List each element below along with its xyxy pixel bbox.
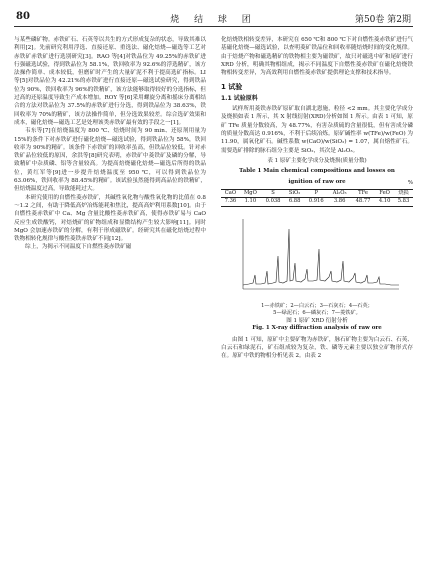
xrd-pattern-figure [221, 211, 413, 303]
left-paragraph: 本研究使用的自燃性菱赤铁矿，其碱性氧化物与酸性氧化物的比值在 0.8～1.2 之间，有助于降低高炉冶炼能耗和焦比，提高高炉利用系数[10]。由于自燃性菱赤铁矿中 Ca、Mg 含量比酸性菱赤铁矿高，使得赤铁矿易与 CaO 反应生成铁酸钙，对焙烧矿的矿物组成和显微结构产生较大影响[11]。同时 MgO 会加速赤铁矿的分解，有利于形成磁铁矿。经研究其在磁化焙烧过程中铁物相转化规律与酸性菱铁赤铁矿不同[12]。 [14, 194, 206, 243]
table-cell: 48.77 [351, 198, 375, 207]
table-header-cell: Al₂O₃ [328, 189, 351, 198]
table-header-cell: CaO [221, 189, 240, 198]
left-paragraph: 与某些磷矿物。赤铁矿石、石英等以共生的方式形成复杂的状态，导致其难以利用[2]。先前研究利用浮选、直接还原、重选法、磁化焙烧—磁选等工艺对赤铁矿赤铁矿进行选别研究[3]。RAO 等[4]对铁品位为 49.25%的赤铁矿进行强磁选试验，得到铁品位为 58.1%，铁回收率为 92.6%的浮选精矿，该方法操作简单、成本较低，但磨矿时产生的大量矿泥不利于提高选矿指标。LI 等[5]对铁品位为 42.21%的赤铁矿进行直接还原—磁选试验研究，得到铁品位为 90%，铁回收率为 96%的铁精矿，该方法能够取得较好的分选指标，但过高的还原温度导致生产成本增加。ROY 等[6]采用螺旋分离和摇床分离相结合的方法对铁品位为 37.5%的赤铁矿进行分选，得到铁品位为 38.63%，铁回收率为 70%的精矿，该方法操作简单，但分选效果较差。综合选矿效果和成本，磁化焙烧—磁选工艺是处理该类赤铁矿最有效的手段之一[1]。 [14, 37, 206, 126]
volume-issue: 第50卷 第2期 [354, 15, 411, 25]
table-header-cell: S [261, 189, 285, 198]
table-cell: 0.916 [304, 198, 328, 207]
table-cell: 5.83 [394, 198, 413, 207]
raw-material-paragraph: 试样所用菱铁赤铁矿原矿取自湖北恩施，粒径 <2 mm。其主要化学成分及烧损如表 1 所示，其 X 射线衍射(XRD)分析如图 1 所示。由表 1 可知，原矿 TFe 质量分数较高，为 48.77%，有害杂质硫的含量很低，但有害成分磷的质量分数高达 0.916%，不利于后续冶炼。原矿碱性率 w(TFe)/w(FeO) 为 11.90，属氧化矿石。碱性系数 w(CaO)/w(SiO₂) = 1.07，属自熔性矿石。需要选矿排除的脉石组分主要是 SiO₂，其次是 Al₂O₃。 [221, 106, 414, 154]
table-caption-en: Table 1 Main chemical compositions and losses on [239, 168, 395, 175]
intro-paragraph: 化焙烧铁相转变差异，本研究在 650 ℃和 800 ℃下对自燃性菱赤铁矿进行气基磁化焙烧—磁选试验，以查明菱矿铁品位和回收率随焙烧时间的变化规律。由于焙烧产物和磁选精矿的铁物相主要为磁铁矿，故只对磁选中矿和尾矿进行 XRD 分析，明确其物相组成，揭示不同温度下自燃性菱赤铁矿在磁化焙烧铁物相转变差异，为高效利用自燃性菱赤铁矿提供理论支撑和技术指导。 [221, 37, 414, 77]
figure-caption-cn: 图 1 原矿 XRD 衍射分析 [286, 317, 348, 324]
table-header-cell: P [304, 189, 328, 198]
running-header [14, 10, 413, 27]
table-cell: 6.88 [285, 198, 304, 207]
table-row [221, 198, 413, 207]
figure-legend: 1—赤铁矿；2—白云石；3—石灰石；4—石英； [261, 302, 373, 309]
after-figure-paragraph: 由图 1 可知，原矿中主要矿物为赤铁矿，脉石矿物主要为白云石、石英、白云石和绿泥石，矿石组成较为复杂，铁、磷等元素主要以独立矿物形式存在。原矿中铁的物相分析见表 2。由表 2 [221, 336, 413, 360]
right-column [221, 36, 413, 361]
table-header-row [221, 189, 413, 198]
table-caption-cn: 表 1 原矿主要化学成分及烧损(质量分数) [267, 157, 367, 164]
composition-table [221, 189, 413, 207]
table-cell: 4.10 [375, 198, 394, 207]
page-number: 80 [16, 11, 30, 22]
left-column [14, 36, 206, 252]
subsection-title: 1.1 试验原料 [221, 94, 258, 102]
table-header-cell: TFe [351, 189, 375, 198]
table-header-cell: 烧损 [394, 189, 413, 198]
table-header-cell: MgO [240, 189, 261, 198]
figure-caption-en: Fig. 1 X-ray diffraction analysis of raw ore [252, 325, 382, 332]
left-paragraph: 韦东等[7]在焙烧温度为 800 ℃、焙烧时间为 90 min、还原剂用量为 15%的条件下对赤铁矿进行磁化焙烧—磁选试验，得到铁品位为 58%，铁回收率为 90%的精矿。该条件下赤铁矿的回收率虽高，但铁品位较低。针对赤铁矿品位较低的原因，余洪等[8]研究表明，赤铁矿中菱铁矿及磷的分解，导致精矿中杂质磷、铝等含量较高。为提高焙烧磁化焙烧—磁选后所得的铁品位，黄红军等[9]进一步提升焙烧温度至 950 ℃，可以得到铁品位为 63.06%，铁回收率为 88.45%的精矿。该试验虽然能得到高品位的铁精矿，但焙烧温度过高，导致能耗过大。 [14, 128, 206, 193]
journal-title: 烧 结 球 团 [170, 15, 257, 25]
table-unit: % [407, 180, 413, 187]
left-paragraph: 综上，为揭示不同温度下自燃性菱赤铁矿磁 [25, 244, 132, 251]
figure-legend-2: 5—绿泥石；6—磷灰石；7—菱铁矿。 [273, 310, 361, 317]
xrd-pattern-trace [243, 229, 399, 285]
table-header-cell: FeO [375, 189, 394, 198]
table-caption-en-2: ignition of raw ore [288, 178, 346, 185]
table-cell: 1.10 [240, 198, 261, 207]
table-cell: 3.86 [328, 198, 351, 207]
table-cell: 0.038 [261, 198, 285, 207]
table-cell: 7.36 [221, 198, 240, 207]
section-title: 1 试验 [221, 83, 243, 92]
table-header-cell: SiO₂ [285, 189, 304, 198]
